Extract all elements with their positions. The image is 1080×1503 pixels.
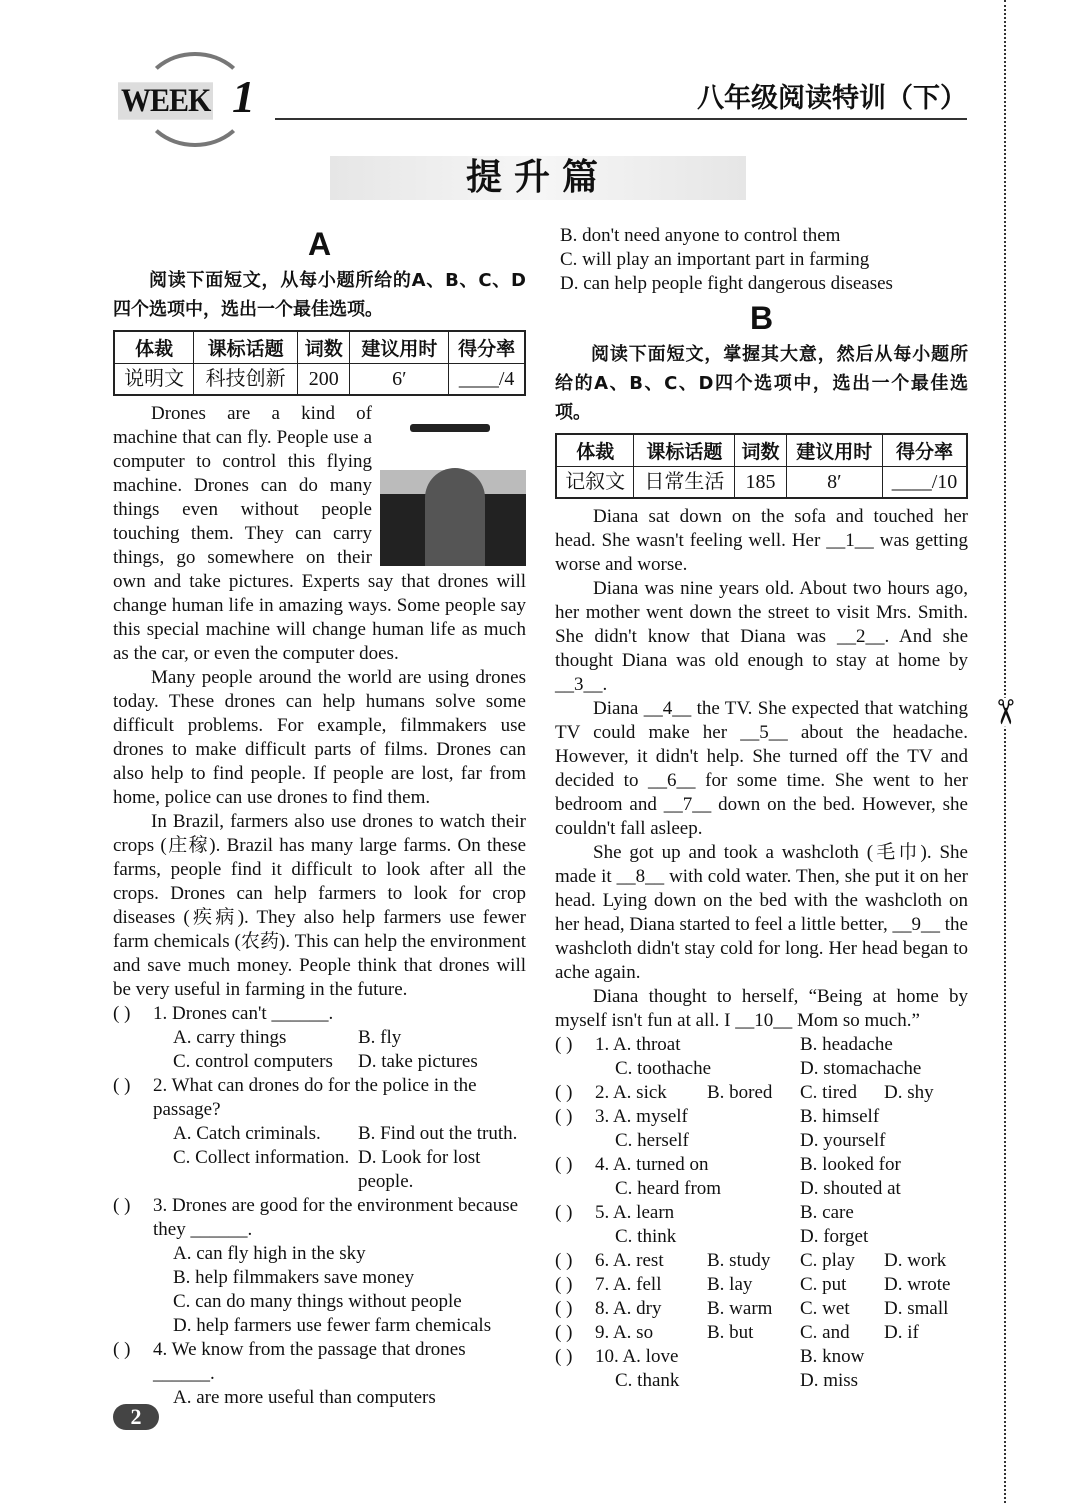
answer-bracket[interactable]: ( ) (555, 1154, 573, 1175)
week-number: 1 (232, 71, 255, 122)
options (113, 1122, 526, 1194)
option: D. stomachache (800, 1058, 922, 1079)
answer-bracket[interactable]: ( ) (555, 1082, 573, 1103)
person-shape (425, 468, 485, 566)
option (595, 1273, 707, 1297)
answer-bracket[interactable]: ( ) (555, 1250, 573, 1271)
option-text: A. so (612, 1322, 654, 1343)
option: D. shy (884, 1082, 934, 1103)
passage-paragraph: Diana __4__ the TV. She expected that watching TV could make her __5__ about the headache. However, it didn't help. She turned off the TV and decided to __6__ for some time. She went to her bedroom and __7__ down on the bed. However, she couldn't fall asleep. (555, 698, 968, 839)
table-cell: 200 (298, 363, 350, 395)
option: B. know (800, 1346, 865, 1367)
options (113, 1386, 526, 1410)
option (595, 1249, 707, 1273)
option: B. looked for (800, 1154, 901, 1175)
option: D. Look for lost people. (358, 1147, 481, 1192)
instruction: 阅读下面短文，掌握其大意，然后从每小题所给的A、B、C、D四个选项中，选出一个最佳选项。 (555, 344, 968, 423)
series-title: 八年级阅读特训（下） (697, 83, 967, 114)
option: D. forget (800, 1226, 869, 1247)
option: D. if (884, 1322, 919, 1343)
option: C. think (615, 1226, 677, 1247)
question-number: 10. (595, 1346, 619, 1367)
answer-bracket[interactable]: ( ) (555, 1106, 573, 1127)
table-cell: 词数 (735, 434, 786, 466)
question-number: 6. (595, 1250, 610, 1271)
question-stem: 1. Drones can't ______. (153, 1003, 334, 1024)
question-number: 5. (595, 1202, 610, 1223)
question (555, 1033, 968, 1081)
option: B. warm (707, 1298, 773, 1319)
answer-bracket[interactable]: ( ) (555, 1346, 573, 1367)
option: D. wrote (884, 1274, 951, 1295)
option: C. play (800, 1250, 855, 1271)
option: A. Catch criminals. (173, 1123, 321, 1144)
undefined (555, 1129, 595, 1153)
week-logo (110, 52, 270, 147)
option: D. shouted at (800, 1178, 901, 1199)
option (595, 1081, 707, 1105)
option: C. toothache (615, 1058, 712, 1079)
table-cell: 课标话题 (194, 331, 298, 363)
info-table (555, 433, 968, 499)
question-stem-row (113, 1074, 526, 1122)
option-text: A. love (622, 1346, 679, 1367)
option (595, 1033, 800, 1057)
question (113, 1074, 526, 1194)
question-number: 2. (595, 1082, 610, 1103)
option: C. will play an important part in farming (560, 249, 870, 270)
question (555, 1273, 968, 1297)
option: C. Collect information. (173, 1147, 350, 1168)
table-cell: 日常生活 (634, 466, 735, 498)
option: B. don't need anyone to control them (560, 225, 841, 246)
passage-paragraph: In Brazil, farmers also use drones to watch their crops (庄稼). Brazil has many large farms. On these farms, people find it difficult to look after all the crops. Drones can help farmers to look for crop diseases (疾病). They also help farmers use fewer farm chemicals (农药). This can help the environment and save much money. People think that drones will be very useful in farming in the future. (113, 811, 526, 1000)
option-text: A. rest (612, 1250, 664, 1271)
passage-paragraph: Many people around the world are using drones today. These drones can help humans solve some difficult problems. For example, filmmakers use drones to make difficult parts of films. Drones can also help to find people. If people are lost, far from home, police can use drones to find them. (113, 667, 526, 808)
option: C. control computers (173, 1051, 333, 1072)
table-row (114, 331, 525, 363)
option (595, 1321, 707, 1345)
option-text: A. throat (612, 1034, 681, 1055)
option: D. small (884, 1298, 949, 1319)
undefined (555, 1177, 595, 1201)
table-cell: ____/10 (882, 466, 967, 498)
option: C. thank (615, 1370, 680, 1391)
passage-paragraph: She got up and took a washcloth (毛巾). She made it __8__ with cold water. Then, she put it on her head. Lying down on the bed with the washcloth on her head, Diana started to feel a little better, __9__ the washcloth didn't stay cold for long. Her head began to ache again. (555, 842, 968, 983)
option: A. can fly high in the sky (173, 1243, 366, 1264)
instruction: 阅读下面短文，从每小题所给的A、B、C、D四个选项中，选出一个最佳选项。 (113, 270, 526, 320)
option-text: A. dry (612, 1298, 662, 1319)
option (595, 1297, 707, 1321)
question (555, 1297, 968, 1321)
week-label: WEEK (118, 82, 213, 119)
table-cell: 建议用时 (350, 331, 449, 363)
table-row (114, 363, 525, 395)
answer-bracket[interactable]: ( ) (555, 1322, 573, 1343)
section-heading: A (307, 226, 332, 262)
table-cell: ____/4 (449, 363, 525, 395)
option: C. herself (615, 1130, 689, 1151)
drone-photo (380, 406, 526, 566)
table-row (556, 434, 967, 466)
table-cell: 课标话题 (634, 434, 735, 466)
option: B. lay (707, 1274, 753, 1295)
info-table (113, 330, 526, 396)
table-row (556, 466, 967, 498)
option-text: A. turned on (612, 1154, 709, 1175)
option: B. but (707, 1322, 754, 1343)
question (555, 1201, 968, 1249)
question (555, 1249, 968, 1273)
answer-bracket[interactable]: ( ) (113, 1003, 131, 1024)
passage-paragraph: Diana was nine years old. About two hours ago, her mother went down the street to visit Mrs. Smith. She didn't know that Diana was __2__. And she thought Diana was old enough to stay at home by __3__. (555, 578, 968, 695)
question (555, 1081, 968, 1105)
table-cell: 8′ (786, 466, 882, 498)
question (555, 1321, 968, 1345)
undefined (555, 1057, 595, 1081)
section-heading: B (749, 300, 774, 336)
option: B. bored (707, 1082, 773, 1103)
answer-bracket[interactable]: ( ) (113, 1195, 131, 1216)
answer-bracket[interactable]: ( ) (113, 1339, 131, 1360)
question-stem-row (113, 1194, 526, 1242)
options-continued (500, 224, 968, 296)
option: B. care (800, 1202, 854, 1223)
passage-paragraph: Diana thought to herself, “Being at home by myself isn't fun at all. I __10__ Mom so much.” (555, 986, 968, 1031)
option: C. heard from (615, 1178, 722, 1199)
option: C. wet (800, 1298, 850, 1319)
option: B. help filmmakers save money (173, 1267, 415, 1288)
table-cell: 体裁 (114, 331, 194, 363)
banner-title: 提升篇 (330, 156, 746, 200)
option (595, 1105, 800, 1129)
table-cell: 记叙文 (556, 466, 634, 498)
undefined (555, 1369, 595, 1393)
question-number: 9. (595, 1322, 610, 1343)
question-number: 4. (595, 1154, 610, 1175)
table-cell: 得分率 (882, 434, 967, 466)
option-text: A. learn (612, 1202, 675, 1223)
option-text: A. fell (612, 1274, 662, 1295)
question (113, 1194, 526, 1338)
table-cell: 建议用时 (786, 434, 882, 466)
option: D. can help people fight dangerous diseases (560, 273, 893, 294)
question-stem: 2. What can drones do for the police in the passage? (153, 1075, 477, 1120)
question-number: 7. (595, 1274, 610, 1295)
option: C. can do many things without people (173, 1291, 462, 1312)
question (113, 1002, 526, 1074)
scissors-icon: ✂ (985, 697, 1023, 727)
page-number: 2 (113, 1404, 159, 1430)
option: B. study (707, 1250, 771, 1271)
option (595, 1153, 800, 1177)
question-stem: 3. Drones are good for the environment because they ______. (153, 1195, 519, 1240)
question (113, 1338, 526, 1410)
question-stem-row (113, 1002, 526, 1026)
drone-shape (410, 424, 490, 432)
cut-line (1004, 0, 1006, 1503)
question (555, 1345, 968, 1393)
option: C. tired (800, 1082, 857, 1103)
table-cell: 科技创新 (194, 363, 298, 395)
option: D. miss (800, 1370, 859, 1391)
table-cell: 体裁 (556, 434, 634, 466)
undefined (555, 1225, 595, 1249)
question-stem-row (113, 1338, 526, 1386)
question-stem: 4. We know from the passage that drones ______. (153, 1339, 466, 1384)
option (595, 1201, 800, 1225)
options (113, 1242, 526, 1338)
option: A. carry things (173, 1027, 287, 1048)
answer-bracket[interactable]: ( ) (113, 1075, 131, 1096)
table-cell: 6′ (350, 363, 449, 395)
question-number: 3. (595, 1106, 610, 1127)
answer-bracket[interactable]: ( ) (555, 1274, 573, 1295)
passage-paragraph: Drones are a kind of machine that can fly. People use a computer to control this flying machine. Drones can do many things even without people touching them. They can carry things, go somewhere on their own and take pictures. Experts say that drones will change human life in amazing ways. Some people say this special machine will change human life as much as the car, or even the computer does. (113, 403, 526, 664)
passage-paragraph: Diana sat down on the sofa and touched her head. She wasn't feeling well. Her __1__ was getting worse and worse. (555, 506, 968, 575)
option-text: A. myself (612, 1106, 688, 1127)
answer-bracket[interactable]: ( ) (555, 1034, 573, 1055)
header-rule (275, 118, 967, 120)
question-number: 1. (595, 1034, 610, 1055)
option: B. fly (358, 1027, 402, 1048)
section-a (113, 222, 526, 1410)
option: D. help farmers use fewer farm chemicals (173, 1315, 492, 1336)
question (555, 1105, 968, 1153)
question (555, 1153, 968, 1201)
option (595, 1345, 800, 1369)
option: B. headache (800, 1034, 893, 1055)
options (113, 1026, 526, 1074)
table-cell: 185 (735, 466, 786, 498)
section-b-column (555, 224, 968, 1393)
table-cell: 说明文 (114, 363, 194, 395)
option: C. put (800, 1274, 847, 1295)
question-number: 8. (595, 1298, 610, 1319)
table-cell: 词数 (298, 331, 350, 363)
option: B. Find out the truth. (358, 1123, 518, 1144)
answer-bracket[interactable]: ( ) (555, 1298, 573, 1319)
option: D. yourself (800, 1130, 886, 1151)
answer-bracket[interactable]: ( ) (555, 1202, 573, 1223)
option: A. are more useful than computers (173, 1387, 436, 1408)
table-cell: 得分率 (449, 331, 525, 363)
option: D. take pictures (358, 1051, 478, 1072)
option: B. himself (800, 1106, 880, 1127)
option: D. work (884, 1250, 947, 1271)
option-text: A. sick (612, 1082, 667, 1103)
option: C. and (800, 1322, 850, 1343)
